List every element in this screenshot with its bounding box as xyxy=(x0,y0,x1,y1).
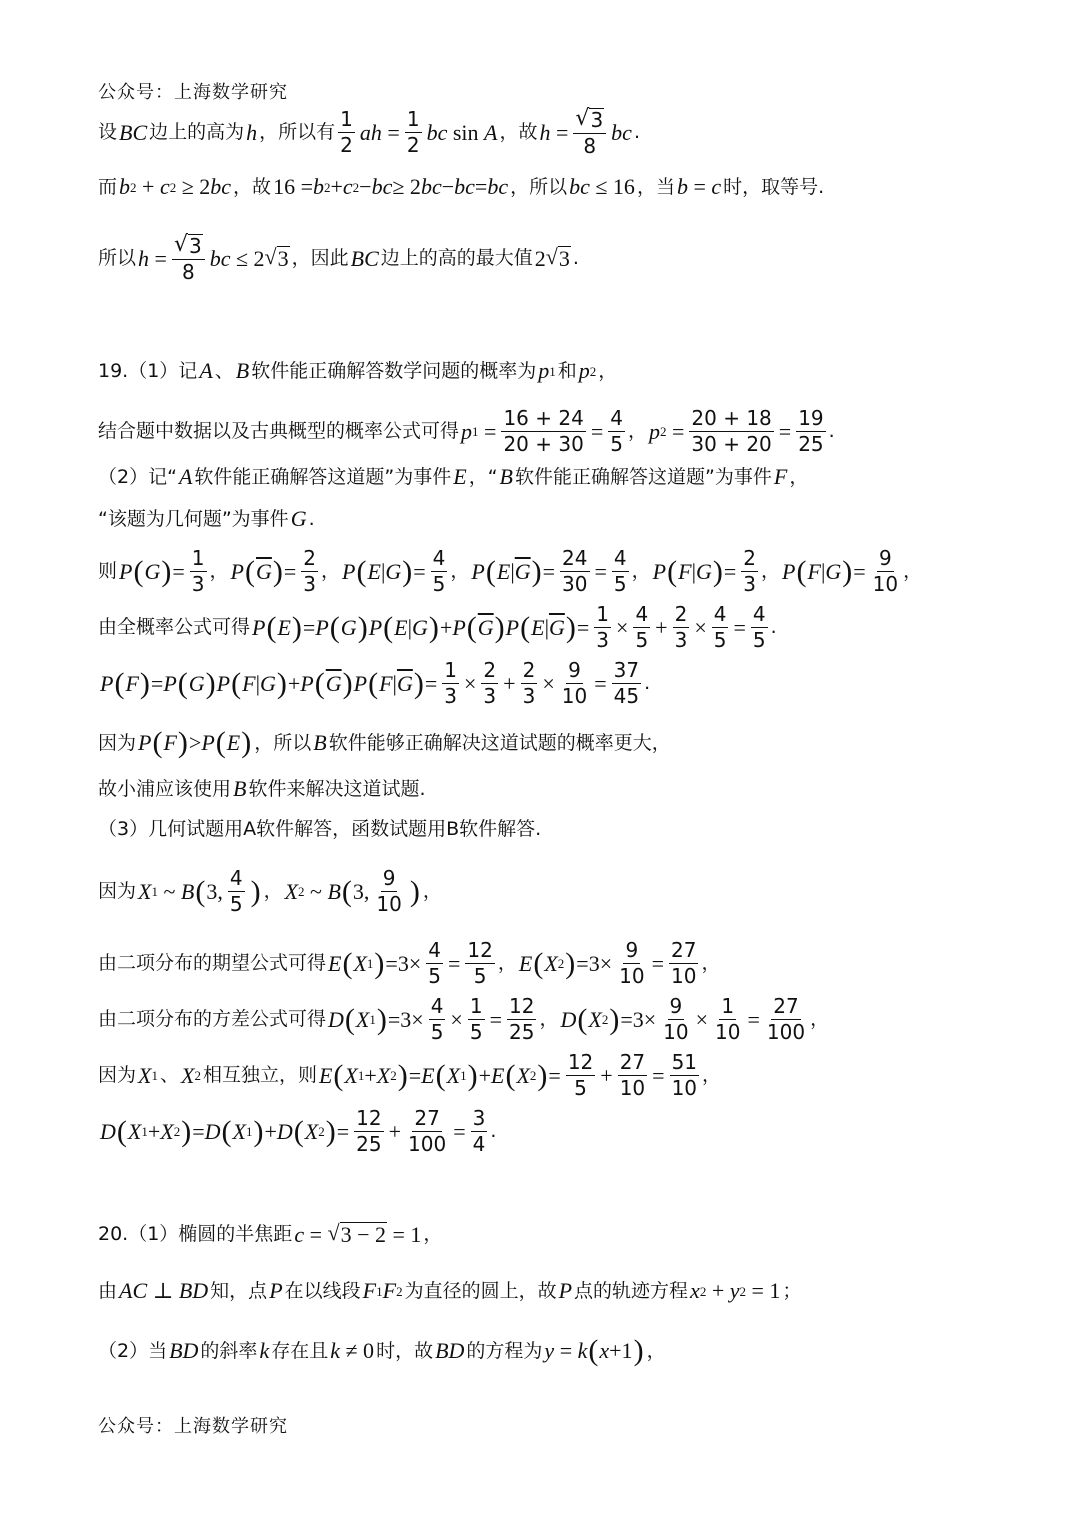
text-line: 故小浦应该使用 B 软件来解决这道试题. xyxy=(98,776,426,801)
text-line: 而 b 2 + c 2 ≥ 2 bc ，故 16 = b 2 + c 2 − bc ≥ 2 bc − bc = bc ，所以 bc ≤ 16 ，当 b = c 时，取等号. xyxy=(98,174,825,199)
fraction: √ 3 8 xyxy=(573,108,606,157)
text-line: （2）记“ A 软件能正确解答这道题”为事件 E ，“ B 软件能正确解答这道题”为事件 F ， xyxy=(98,464,809,489)
text-line: 因为 X 1 ~ B ( 3, $\frac{4}{5}$ ) ， X 2 ~ B ( 3, $\frac{9}{10}$ ) ， xyxy=(98,866,442,916)
fraction: $\frac{1}{2}$ xyxy=(340,107,353,157)
text-line: 所以 h = √ 3 8 bc ≤ 2 √ 3 ，因此 BC 边上的高的最大值 2 √ 3 . xyxy=(98,232,579,284)
text-line: 结合题中数据以及古典概型的概率公式可得 p 1 = $\frac{16 + 24}{20 + 30}$ = $\frac{4}{5}$ ， p 2 = $\frac{20 + 18}{30 + 20}$ = $\frac{19}{25}$ . xyxy=(98,406,835,456)
text-line: （3）几何试题用A软件解答，函数试题用B软件解答. xyxy=(98,818,542,840)
page-footer: 公众号：上海数学研究 xyxy=(98,1416,288,1437)
fraction: $\frac{1}{2}$ xyxy=(406,107,420,157)
text-line: 由二项分布的期望公式可得 E ( X 1 ) =3× $\frac{4}{5}$ = $\frac{12}{5}$ ， E ( X 2 ) =3× $\frac{9}{10}$ = $\frac{27}{10}$ ， xyxy=(98,938,721,988)
text-line: 由二项分布的方差公式可得 D ( X 1 ) =3× $\frac{4}{5}$ × $\frac{1}{5}$ = $\frac{12}{25}$ ， D ( X 2 ) =3× $\frac{9}{10}$ × $\frac{1}{10}$ = $\frac{27}{100}$ ， xyxy=(98,994,830,1044)
text-line: 则 P ( G ) = $\frac{1}{3}$ ， P ( $\overline{G}$ ) = $\frac{2}{3}$ ， P ( E | G ) = $\frac{4}{5}$ ， P ( E | $\overline{G}$ ) = $\frac{24}{30}$ = $\frac{4}{5}$ ， P ( F | G ) = $\frac{2}{3}$ ， P ( F | G ) = $\frac{9}{10}$ ， xyxy=(98,546,923,596)
text-line: “该题为几何题”为事件 G . xyxy=(98,506,315,531)
text-line: 由 AC ⊥ BD 知，点 P 在以线段 F 1 F 2 为直径的圆上，故 P 点的轨迹方程 x 2 + y 2 = 1 ； xyxy=(98,1278,802,1303)
text-line: （2）当 BD 的斜率 k 存在且 k ≠ 0 时，故 BD 的方程为 y = k ( x +1 ) ， xyxy=(98,1334,666,1367)
page-header: 公众号：上海数学研究 xyxy=(98,82,288,103)
text-line: 设 BC 边上的高为 h ，所以有 $\frac{1}{2}$ ah = $\frac{1}{2}$ bc sin A ，故 h = √ 3 8 bc . xyxy=(98,106,640,158)
fraction: √ 3 8 xyxy=(172,234,205,283)
text-line: 20.（1）椭圆的半焦距 c = √ 3 − 2 = 1 ， xyxy=(98,1220,443,1247)
text-line: 因为 P ( F ) > P ( E ) ，所以 B 软件能够正确解决这道试题的概率更大， xyxy=(98,726,671,759)
text-line: P ( F ) = P ( G ) P ( F | G ) + P ( $\overline{G}$ ) P ( F | $\overline{G}$ ) = $\frac{1}{3}$ × $\frac{2}{3}$ + $\frac{2}{3}$ × $\frac{9}{10}$ = $\frac{37}{45}$ . xyxy=(100,658,651,708)
text-line: 19.（1）记 A 、 B 软件能正确解答数学问题的概率为 p 1 和 p 2 ， xyxy=(98,358,618,383)
text-line: 因为 X 1 、 X 2 相互独立，则 E ( X 1 + X 2 ) = E ( X 1 ) + E ( X 2 ) = $\frac{12}{5}$ + $\frac{27}{10}$ = $\frac{51}{10}$ ， xyxy=(98,1050,722,1100)
text-line: 由全概率公式可得 P ( E ) = P ( G ) P ( E | G ) + P ( $\overline{G}$ ) P ( E | $\overline{G}$ ) = $\frac{1}{3}$ × $\frac{4}{5}$ + $\frac{2}{3}$ × $\frac{4}{5}$ = $\frac{4}{5}$ . xyxy=(98,602,777,652)
text-line: D ( X 1 + X 2 ) = D ( X 1 ) + D ( X 2 ) = $\frac{12}{25}$ + $\frac{27}{100}$ = $\frac{3}{4}$ . xyxy=(100,1106,497,1156)
